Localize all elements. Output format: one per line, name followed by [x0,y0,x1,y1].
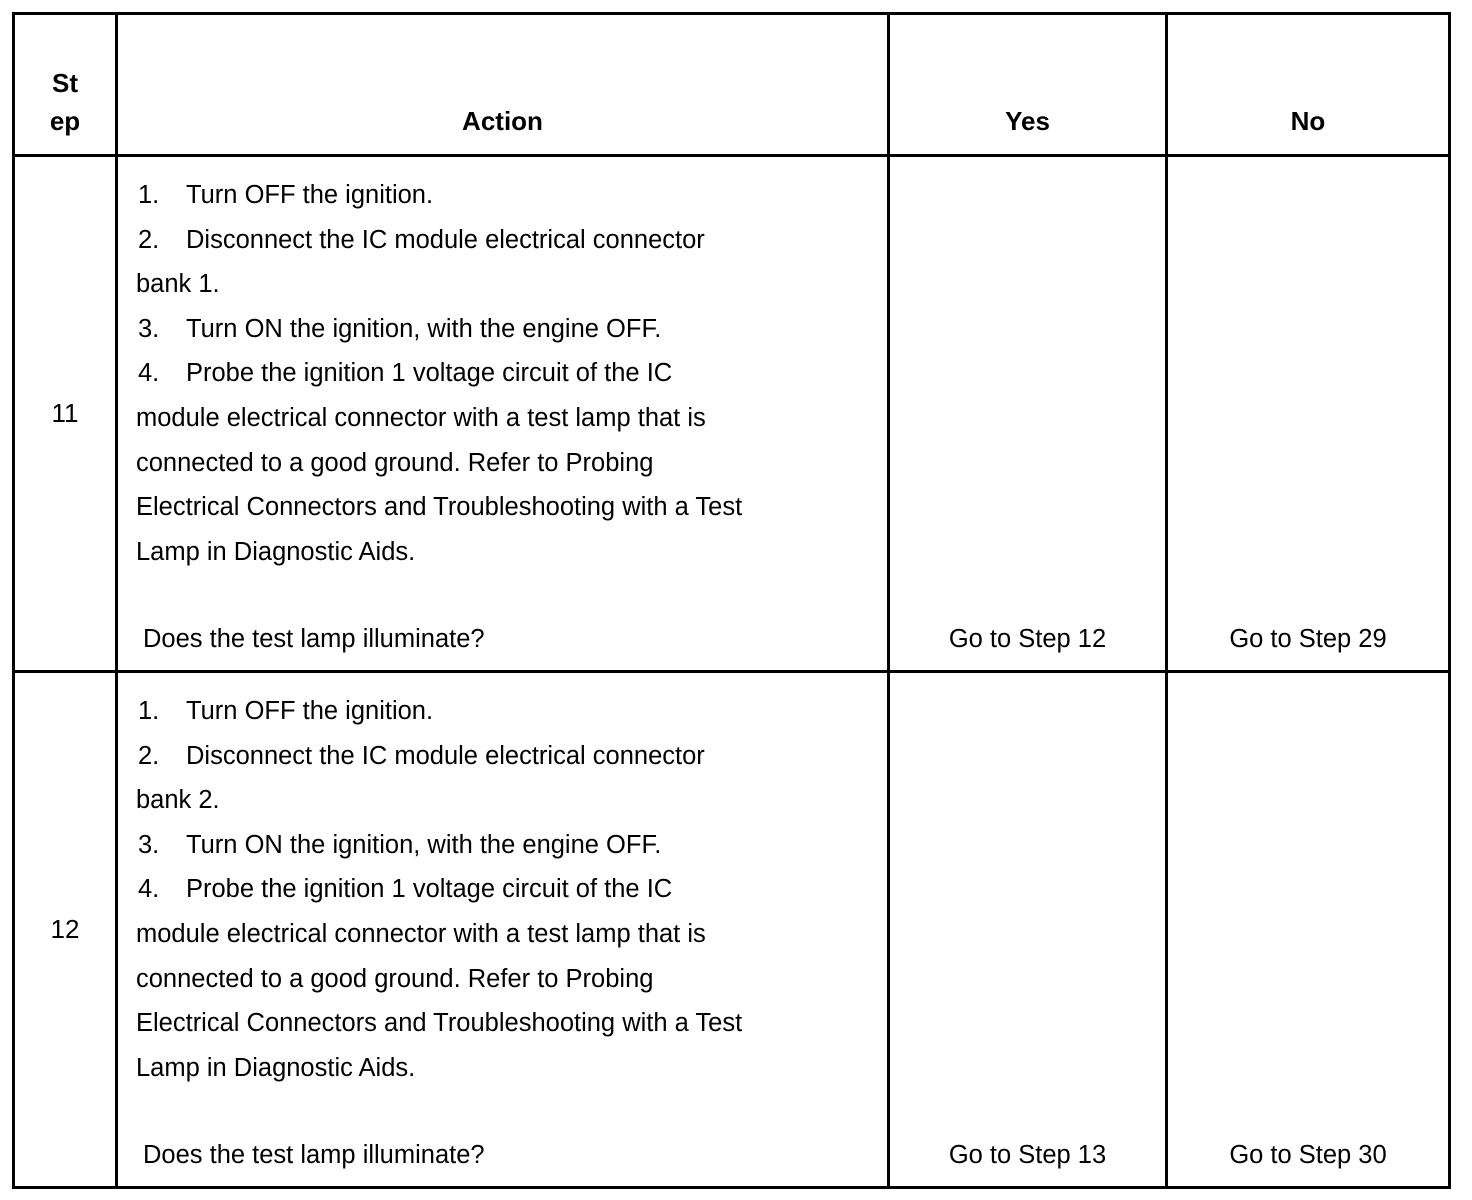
action-text: Turn ON the ignition, with the engine OFF. [186,314,662,343]
action-item [136,173,847,218]
no-result: Go to Step 29 [1229,625,1387,653]
action-item [136,734,847,779]
action-text: Disconnect the IC module electrical connector [186,225,705,254]
action-number: 2. [138,225,160,254]
action-text: Probe the ignition 1 voltage circuit of the IC [186,359,673,388]
action-number: 1. [138,697,160,725]
action-text-continued: Electrical Connectors and Troubleshooting with a Test [136,1009,743,1038]
table-row [14,156,1450,672]
no-cell [1167,156,1450,672]
action-number: 3. [138,830,160,859]
action-text: Turn OFF the ignition. [186,697,434,725]
header-action: Action [117,14,889,156]
yes-result: Go to Step 13 [948,1141,1107,1169]
header-yes: Yes [889,14,1167,156]
action-number: 4. [138,875,160,904]
step-question: Does the test lamp illuminate? [143,625,485,653]
action-item [136,867,847,912]
action-text-continued: Lamp in Diagnostic Aids. [136,537,416,566]
action-text: Disconnect the IC module electrical connector [186,741,705,770]
action-text: Turn OFF the ignition. [186,181,434,209]
header-step [14,14,117,156]
action-text-continued: Electrical Connectors and Troubleshooting with a Test [136,493,743,522]
action-list [118,673,887,1090]
header-step-line2: ep [49,106,81,136]
action-text-continued: bank 2. [136,786,220,815]
yes-cell [889,672,1167,1188]
action-item [136,823,847,868]
step-question: Does the test lamp illuminate? [143,1141,485,1169]
action-number: 4. [138,359,160,388]
action-text: Probe the ignition 1 voltage circuit of the IC [186,875,673,904]
action-item [136,218,847,263]
action-text-continued: Lamp in Diagnostic Aids. [136,1053,416,1082]
action-text: Turn ON the ignition, with the engine OFF. [186,830,662,859]
table-row [14,672,1450,1188]
action-list [118,157,887,574]
yes-result: Go to Step 12 [948,625,1107,653]
action-number: 3. [138,314,160,343]
action-text-continued: module electrical connector with a test lamp that is [136,919,706,948]
header-no: No [1167,14,1450,156]
yes-cell [889,156,1167,672]
action-text-continued: module electrical connector with a test lamp that is [136,403,706,432]
action-cell [117,672,889,1188]
no-cell [1167,672,1450,1188]
action-number: 2. [138,741,160,770]
action-text-continued: bank 1. [136,270,220,299]
header-step-line1: St [52,68,78,98]
no-result: Go to Step 30 [1229,1141,1387,1169]
action-text-continued: connected to a good ground. Refer to Probing [136,448,654,477]
action-number: 1. [138,181,160,209]
action-cell [117,156,889,672]
header-row [14,14,1450,156]
action-text-continued: connected to a good ground. Refer to Probing [136,964,654,993]
diagnostic-table [12,12,1451,1189]
action-item [136,689,847,734]
step-number: 12 [14,672,117,1188]
step-number: 11 [14,156,117,672]
action-item [136,351,847,396]
action-item [136,307,847,352]
